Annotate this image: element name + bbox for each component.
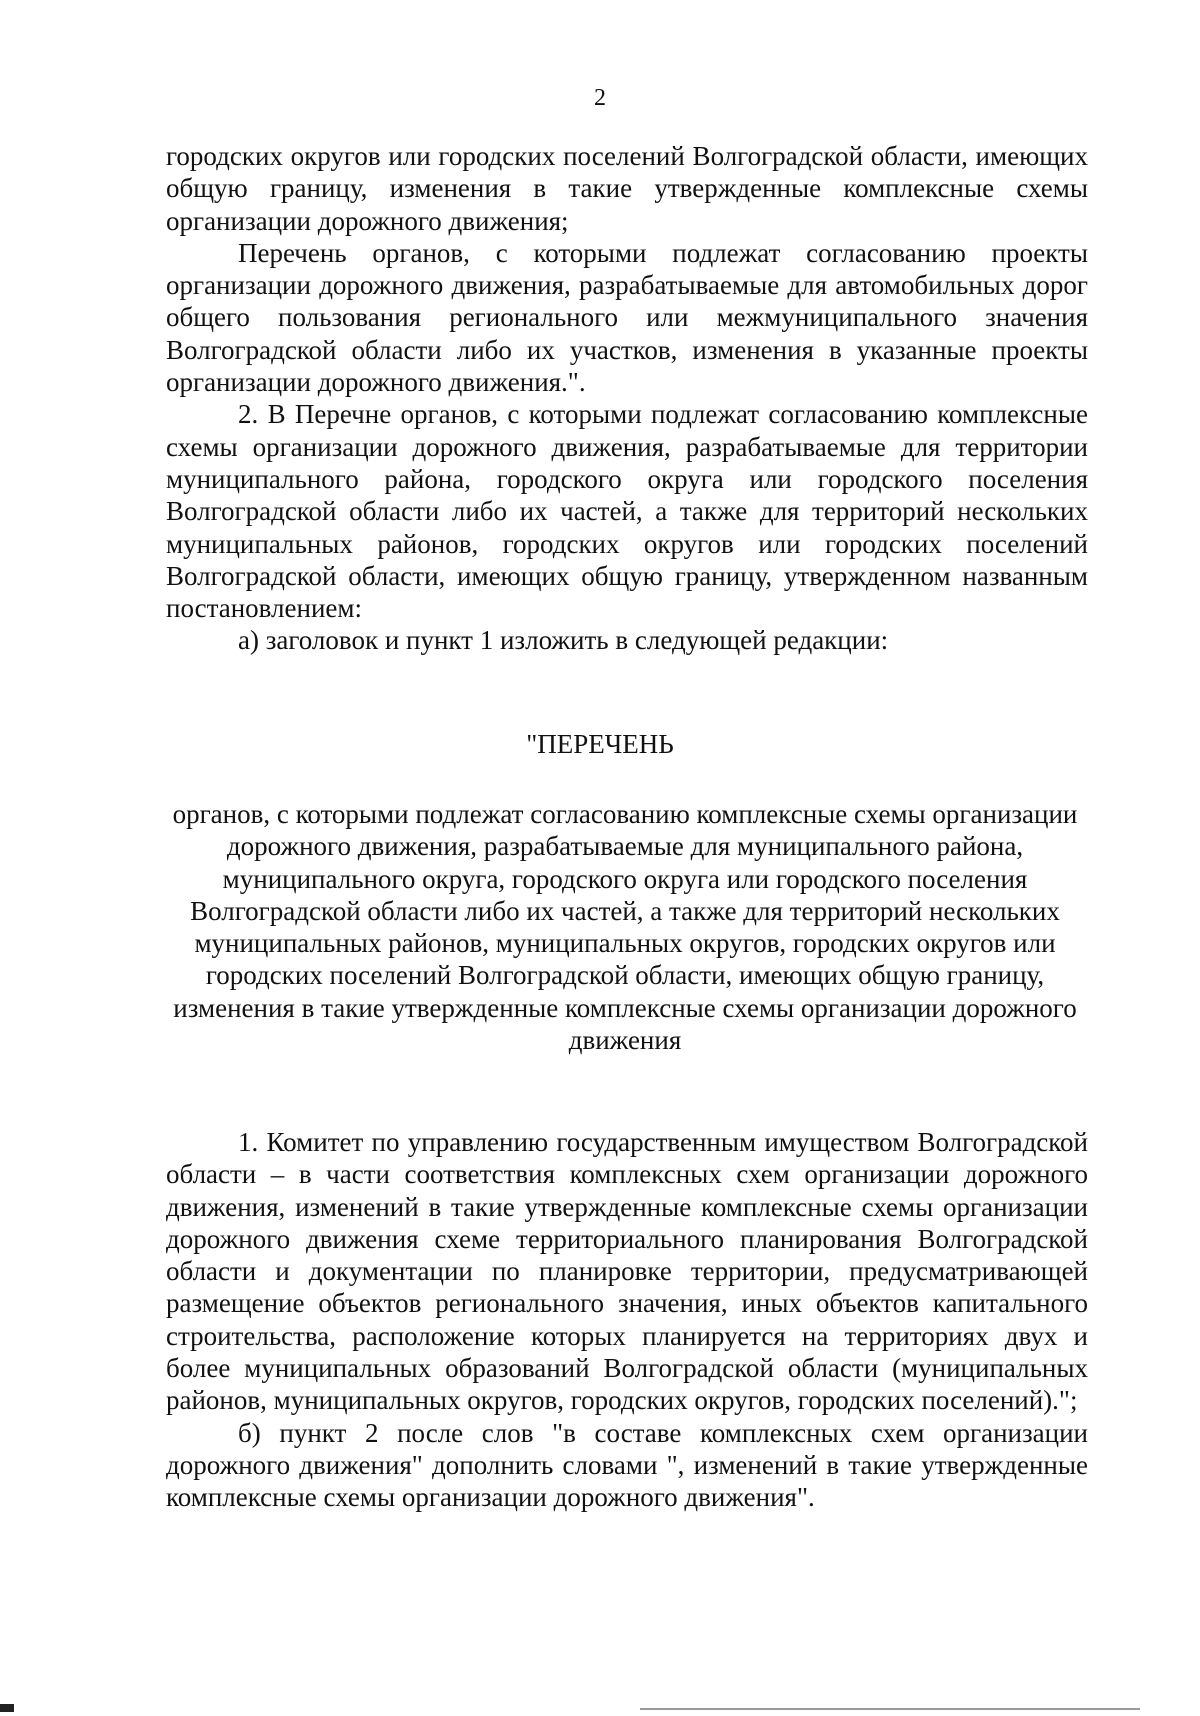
list-item-1: 1. Комитет по управлению государственным имуществом Волгоградской области – в части соответствия комплексных схем организации дорожного движения, изменений в такие утвержденные комплексные схемы организации дорожного движения схеме территориального планирования Волгоградской области и документации по планировке территории, предусматривающей размещение объектов регионального значения, иных объектов капитального строительства, расположение которых планируется на территориях двух и более муниципальных образований Волгоградской области (муниципальных районов, муниципальных округов, городских округов, городских поселений)."; — [166, 1127, 1088, 1416]
list-subtitle: органов, с которыми подлежат согласованию комплексные схемы организации дорожного движения, разрабатываемые для муниципального района, муниципального округа, городского округа или городского поселения Волгоградской области либо их частей, а также для территорий нескольких муниципальных районов, муниципальных округов, городских округов или городских поселений Волгоградской области, имеющих общую границу, изменения в такие утвержденные комплексные схемы организации дорожного движения — [172, 799, 1078, 1056]
paragraph-continuation: городских округов или городских поселений Волгоградской области, имеющих общую границу, изменения в такие утвержденные комплексные схемы организации дорожного движения; — [166, 141, 1088, 236]
paragraph-list-of-bodies-projects: Перечень органов, с которыми подлежат согласованию проекты организации дорожного движения, разрабатываемые для автомобильных дорог общего пользования регионального или межмуниципального значения Волгоградской области либо их участков, изменения в указанные проекты организации дорожного движения.". — [166, 237, 1088, 398]
page-number: 2 — [594, 85, 606, 111]
list-section — [166, 1126, 1088, 1514]
paragraph-subitem-a: а) заголовок и пункт 1 изложить в следующей редакции: — [238, 625, 889, 656]
paragraph-subitem-b: б) пункт 2 после слов "в составе комплексных схем организации дорожного движения" дополнить словами ", изменений в такие утвержденные комплексные схемы организации дорожного движения". — [166, 1417, 1088, 1513]
scan-edge-mark-bottom — [640, 1708, 1140, 1710]
scan-edge-mark-left — [0, 1704, 14, 1712]
list-title: "ПЕРЕЧЕНЬ — [526, 729, 674, 759]
paragraph-item-2: 2. В Перечне органов, с которыми подлежат согласованию комплексные схемы организации дорожного движения, разрабатываемые для территории муниципального района, городского округа или городского поселения Волгоградской области либо их частей, а также для территорий нескольких муниципальных районов, городских округов или городских поселений Волгоградской области, имеющих общую границу, утвержденном названным постановлением: — [166, 399, 1088, 624]
preamble-section — [166, 140, 1088, 657]
